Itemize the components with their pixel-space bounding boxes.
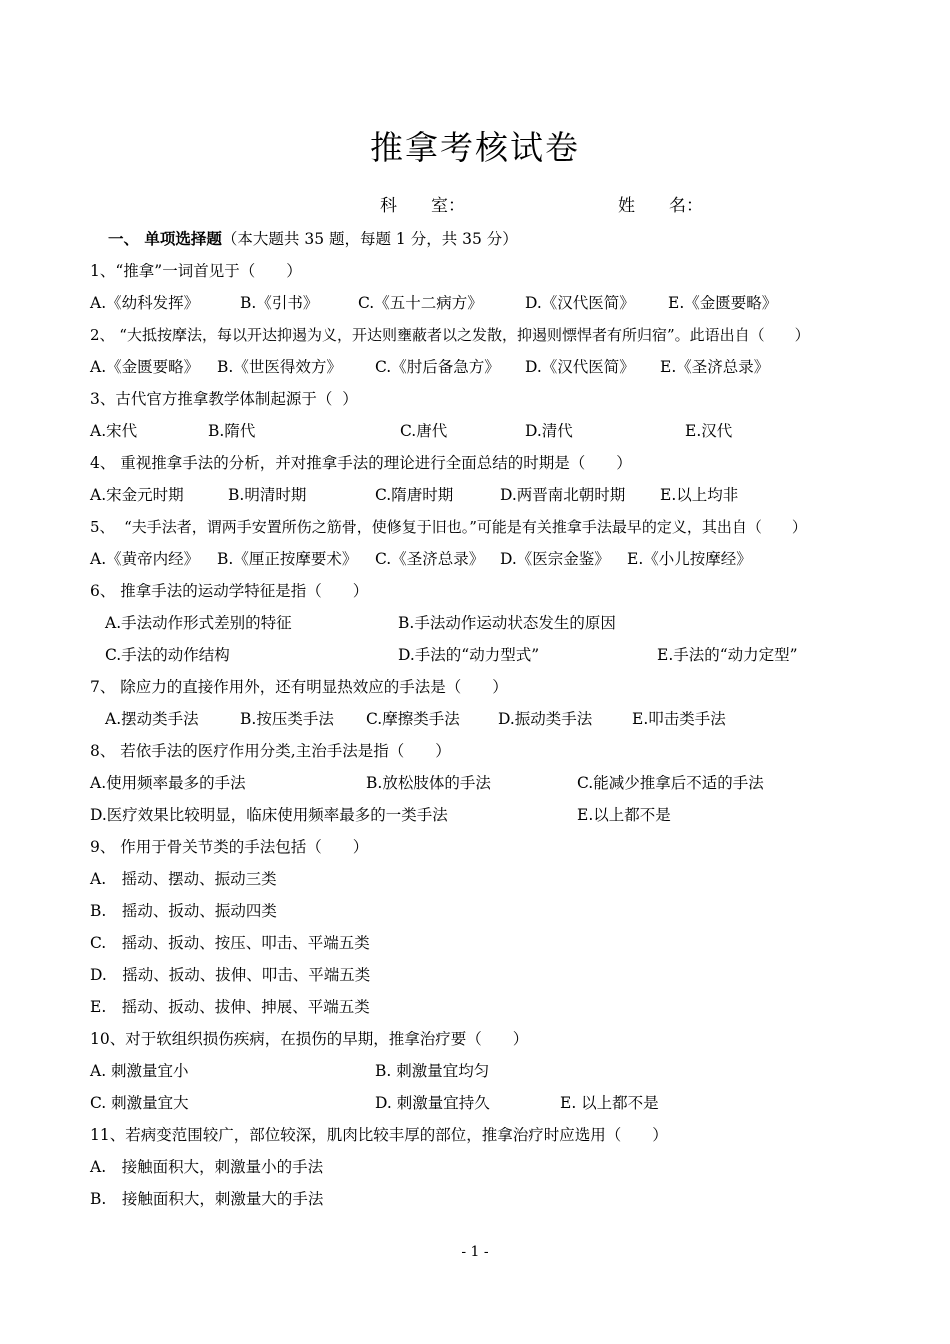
q2-option-e: E.《圣济总录》 xyxy=(660,358,770,376)
question-2: 2、 “大抵按摩法，每以开达抑遏为义，开达则壅蔽者以之发散，抑遏则慓悍者有所归宿”。此语出自（ ） xyxy=(90,326,810,344)
q5-option-b: B.《厘正按摩要术》 xyxy=(217,550,358,568)
q3-option-d: D.清代 xyxy=(525,422,573,440)
q10-option-a: A. 刺激量宜小 xyxy=(90,1062,189,1080)
question-3: 3、古代官方推拿教学体制起源于（ ） xyxy=(90,390,358,408)
q3-option-a: A.宋代 xyxy=(90,422,138,440)
q10-option-d: D. 刺激量宜持久 xyxy=(375,1094,490,1112)
question-1: 1、“推拿”一词首见于（ ） xyxy=(90,262,302,280)
q1-option-c: C.《五十二病方》 xyxy=(358,294,483,312)
q3-option-e: E.汉代 xyxy=(685,422,733,440)
question-6: 6、 推拿手法的运动学特征是指（ ） xyxy=(90,582,369,600)
q9-option-b: B. 摇动、扳动、振动四类 xyxy=(90,902,277,920)
q11-option-b: B. 接触面积大，刺激量大的手法 xyxy=(90,1190,324,1208)
q2-option-b: B.《世医得效方》 xyxy=(217,358,342,376)
q6-option-b: B.手法动作运动状态发生的原因 xyxy=(398,614,616,632)
question-10: 10、对于软组织损伤疾病，在损伤的早期，推拿治疗要（ ） xyxy=(90,1030,529,1048)
q3-option-c: C.唐代 xyxy=(400,422,448,440)
section-note: （本大题共 35 题，每题 1 分，共 35 分） xyxy=(221,230,518,248)
q1-option-a: A.《幼科发挥》 xyxy=(90,294,200,312)
q2-option-d: D.《汉代医简》 xyxy=(525,358,635,376)
q7-option-c: C.摩擦类手法 xyxy=(366,710,460,728)
q7-option-a: A.摆动类手法 xyxy=(105,710,199,728)
q6-option-e: E.手法的“动力定型” xyxy=(657,646,798,664)
question-7: 7、 除应力的直接作用外，还有明显热效应的手法是（ ） xyxy=(90,678,508,696)
q10-option-c: C. 刺激量宜大 xyxy=(90,1094,189,1112)
page-title: 推拿考核试卷 xyxy=(370,128,580,167)
department-label: 科 室： xyxy=(380,196,465,216)
q10-option-e: E. 以上都不是 xyxy=(560,1094,659,1112)
question-11: 11、若病变范围较广，部位较深，肌肉比较丰厚的部位，推拿治疗时应选用（ ） xyxy=(90,1126,668,1144)
q5-option-c: C.《圣济总录》 xyxy=(375,550,485,568)
q4-option-d: D.两晋南北朝时期 xyxy=(500,486,626,504)
q6-option-c: C.手法的动作结构 xyxy=(105,646,230,664)
q11-option-a: A. 接触面积大，刺激量小的手法 xyxy=(90,1158,324,1176)
q6-option-a: A.手法动作形式差别的特征 xyxy=(105,614,292,632)
q4-option-c: C.隋唐时期 xyxy=(375,486,454,504)
q4-option-a: A.宋金元时期 xyxy=(90,486,184,504)
section-heading xyxy=(108,229,518,249)
page-number: - 1 - xyxy=(461,1244,489,1260)
q2-option-a: A.《金匮要略》 xyxy=(90,358,200,376)
q4-option-b: B.明清时期 xyxy=(228,486,307,504)
q6-option-d: D.手法的“动力型式” xyxy=(398,646,540,664)
q9-option-d: D. 摇动、扳动、拔伸、叩击、平端五类 xyxy=(90,966,371,984)
q7-option-b: B.按压类手法 xyxy=(240,710,334,728)
q8-option-c: C.能减少推拿后不适的手法 xyxy=(577,774,764,792)
q7-option-d: D.振动类手法 xyxy=(498,710,593,728)
q5-option-d: D.《医宗金鉴》 xyxy=(500,550,610,568)
section-title: 一、 单项选择题 xyxy=(108,229,222,248)
q10-option-b: B. 刺激量宜均匀 xyxy=(375,1062,490,1080)
q1-option-e: E.《金匮要略》 xyxy=(668,294,778,312)
question-8: 8、 若依手法的医疗作用分类,主治手法是指（ ） xyxy=(90,742,451,760)
q8-option-b: B.放松肢体的手法 xyxy=(366,774,491,792)
q1-option-d: D.《汉代医简》 xyxy=(525,294,635,312)
q5-option-e: E.《小儿按摩经》 xyxy=(627,550,752,568)
q8-option-d: D.医疗效果比较明显，临床使用频率最多的一类手法 xyxy=(90,806,448,824)
q7-option-e: E.叩击类手法 xyxy=(632,710,726,728)
q1-option-b: B.《引书》 xyxy=(240,294,319,312)
q5-option-a: A.《黄帝内经》 xyxy=(90,550,200,568)
q9-option-a: A. 摇动、摆动、振动三类 xyxy=(90,870,277,888)
q2-option-c: C.《肘后备急方》 xyxy=(375,358,500,376)
q9-option-c: C. 摇动、扳动、按压、叩击、平端五类 xyxy=(90,934,370,952)
q3-option-b: B.隋代 xyxy=(208,422,256,440)
q8-option-e: E.以上都不是 xyxy=(577,806,671,824)
q8-option-a: A.使用频率最多的手法 xyxy=(90,774,246,792)
name-label: 姓 名： xyxy=(618,196,703,216)
q4-option-e: E.以上均非 xyxy=(660,486,739,504)
question-5: 5、 “夫手法者，谓两手安置所伤之筋骨，使修复于旧也。”可能是有关推拿手法最早的定义，其出自（ ） xyxy=(90,518,807,536)
question-9: 9、 作用于骨关节类的手法包括（ ） xyxy=(90,838,369,856)
question-4: 4、 重视推拿手法的分析，并对推拿手法的理论进行全面总结的时期是（ ） xyxy=(90,454,632,472)
q9-option-e: E. 摇动、扳动、拔伸、抻展、平端五类 xyxy=(90,998,370,1016)
